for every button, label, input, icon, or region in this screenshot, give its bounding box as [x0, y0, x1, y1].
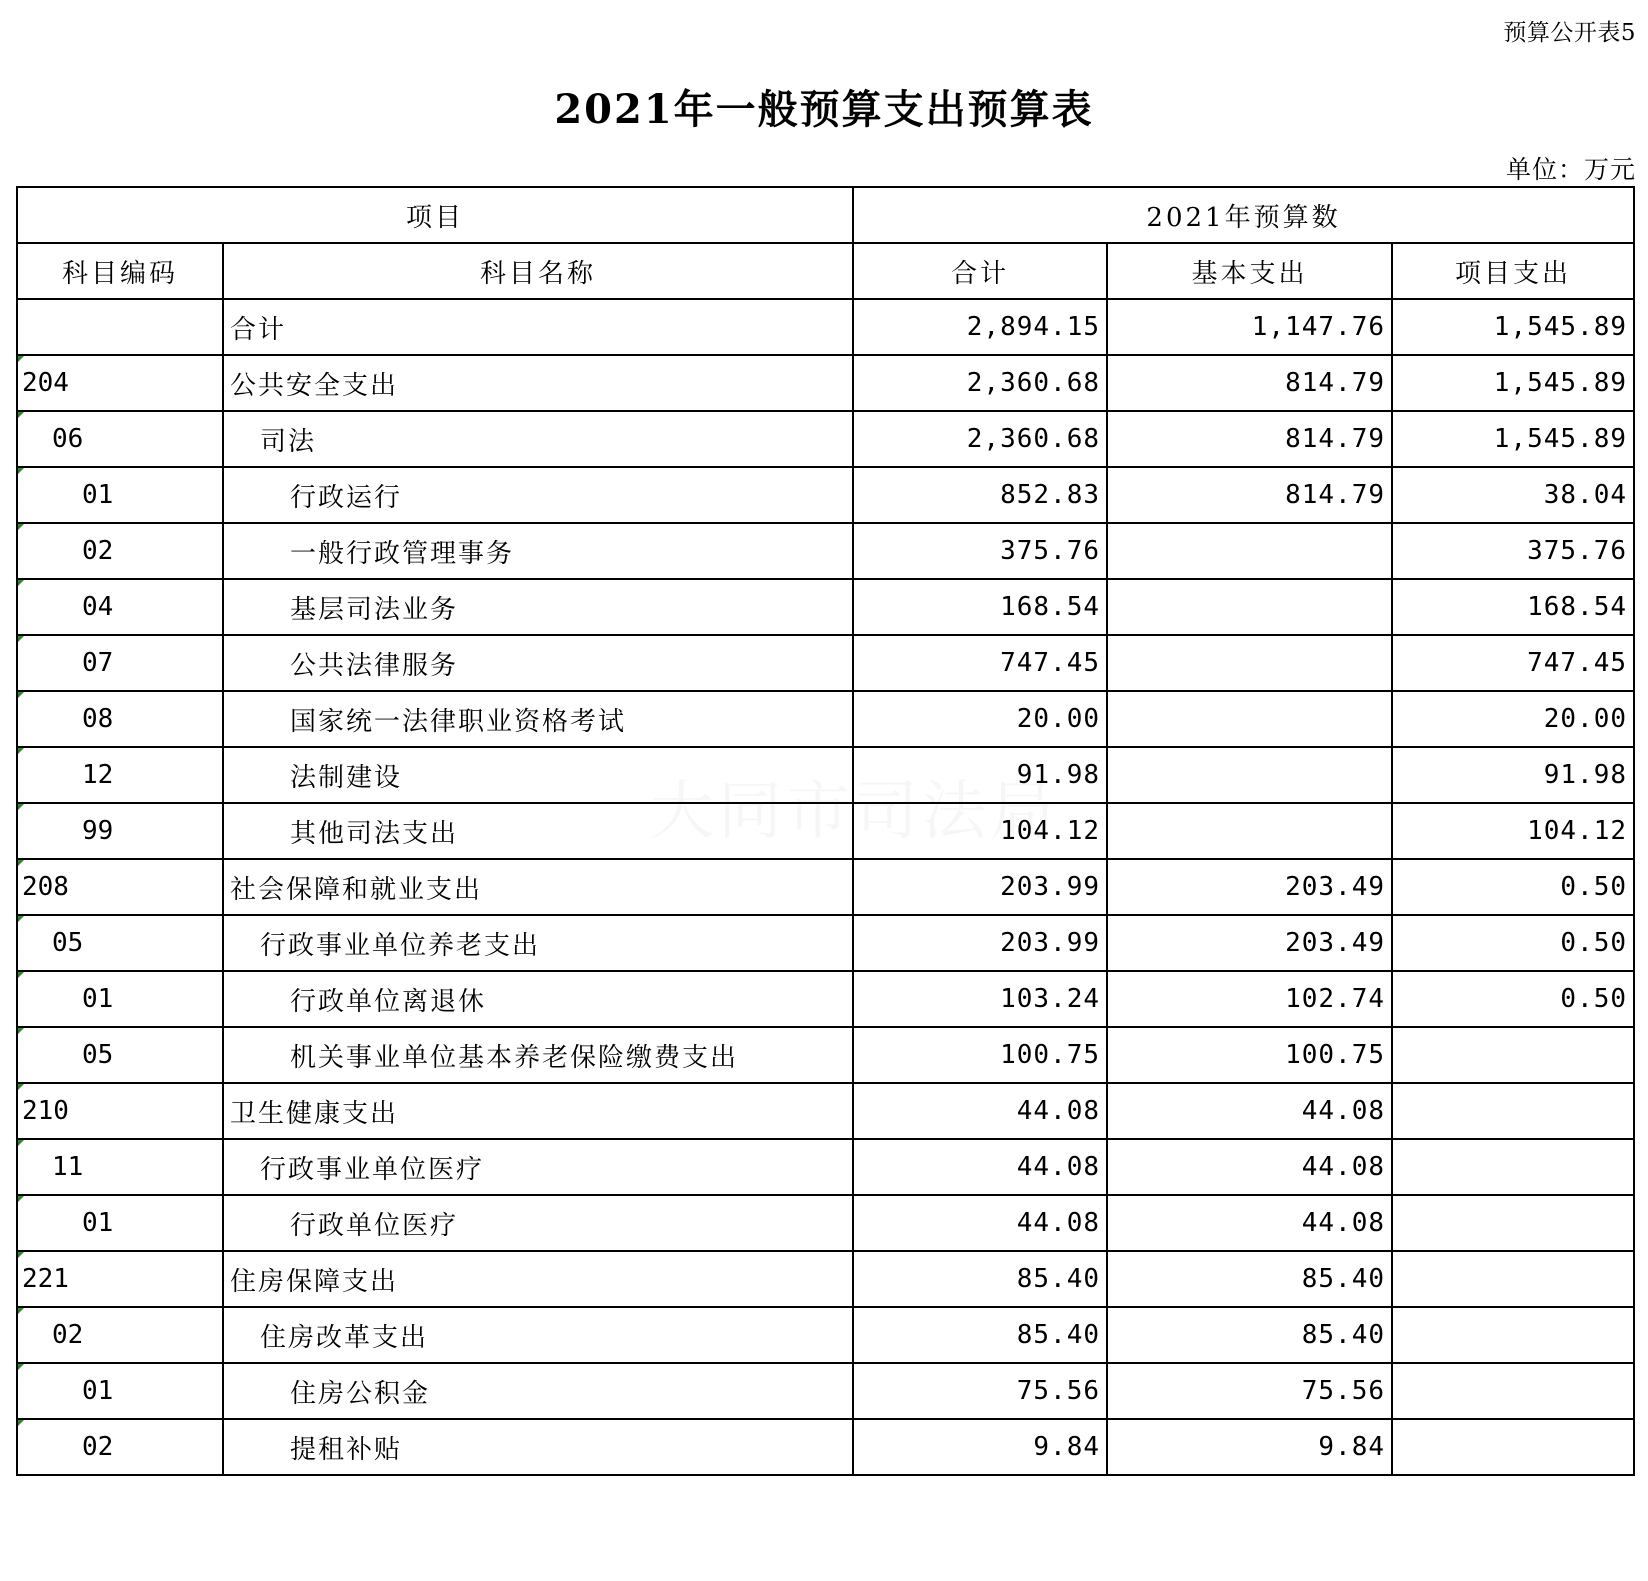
cell-project: 0.50: [1392, 915, 1634, 971]
cell-comment-marker-icon: [18, 1364, 24, 1370]
cell-code-text: 01: [82, 480, 114, 510]
table-row: [17, 1027, 1634, 1083]
cell-code-text: 204: [22, 368, 69, 398]
cell-comment-marker-icon: [18, 692, 24, 698]
column-header-code: 科目编码: [17, 243, 223, 299]
cell-project: [1392, 1139, 1634, 1195]
cell-basic: 85.40: [1107, 1251, 1392, 1307]
cell-name: 住房公积金: [223, 1363, 853, 1419]
cell-comment-marker-icon: [18, 1084, 24, 1090]
cell-basic: 85.40: [1107, 1307, 1392, 1363]
cell-comment-marker-icon: [18, 804, 24, 810]
cell-code: [17, 411, 223, 467]
group-header-budget: 2021年预算数: [853, 187, 1634, 243]
cell-total: 20.00: [853, 691, 1107, 747]
cell-name: 公共法律服务: [223, 635, 853, 691]
table-row: [17, 747, 1634, 803]
cell-code-text: 208: [22, 872, 69, 902]
cell-project: [1392, 1083, 1634, 1139]
column-header-basic: 基本支出: [1107, 243, 1392, 299]
cell-basic: [1107, 579, 1392, 635]
cell-total: 103.24: [853, 971, 1107, 1027]
cell-code-text: 01: [82, 1376, 114, 1406]
cell-total: 2,894.15: [853, 299, 1107, 355]
cell-code: [17, 915, 223, 971]
cell-code-text: 08: [82, 704, 114, 734]
table-row: [17, 299, 1634, 355]
cell-basic: 203.49: [1107, 859, 1392, 915]
cell-total: 104.12: [853, 803, 1107, 859]
cell-project: 38.04: [1392, 467, 1634, 523]
group-header-item: 项目: [17, 187, 853, 243]
cell-total: 85.40: [853, 1251, 1107, 1307]
cell-name: 法制建设: [223, 747, 853, 803]
cell-name: 司法: [223, 411, 853, 467]
cell-comment-marker-icon: [18, 860, 24, 866]
cell-total: 9.84: [853, 1419, 1107, 1475]
cell-code-text: 12: [82, 760, 114, 790]
cell-comment-marker-icon: [18, 1252, 24, 1258]
cell-name: 住房改革支出: [223, 1307, 853, 1363]
cell-name: 合计: [223, 299, 853, 355]
cell-name: 国家统一法律职业资格考试: [223, 691, 853, 747]
cell-code-text: 210: [22, 1096, 69, 1126]
table-row: [17, 579, 1634, 635]
cell-basic: [1107, 635, 1392, 691]
table-row: [17, 1307, 1634, 1363]
page-title: 2021年一般预算支出预算表: [554, 86, 1094, 133]
cell-code-text: 221: [22, 1264, 69, 1294]
cell-total: 203.99: [853, 859, 1107, 915]
cell-basic: 102.74: [1107, 971, 1392, 1027]
cell-project: [1392, 1251, 1634, 1307]
cell-name: 社会保障和就业支出: [223, 859, 853, 915]
cell-code-text: 02: [82, 536, 114, 566]
cell-project: 747.45: [1392, 635, 1634, 691]
cell-code: [17, 467, 223, 523]
cell-name: 卫生健康支出: [223, 1083, 853, 1139]
cell-name: 行政单位医疗: [223, 1195, 853, 1251]
cell-name: 行政事业单位养老支出: [223, 915, 853, 971]
cell-basic: 44.08: [1107, 1139, 1392, 1195]
cell-code-text: 04: [82, 592, 114, 622]
cell-total: 203.99: [853, 915, 1107, 971]
cell-name: 行政运行: [223, 467, 853, 523]
table-row: [17, 635, 1634, 691]
table-row: [17, 803, 1634, 859]
table-row: [17, 1083, 1634, 1139]
cell-comment-marker-icon: [18, 1028, 24, 1034]
table-row: [17, 691, 1634, 747]
cell-project: [1392, 1363, 1634, 1419]
cell-code-text: 05: [52, 928, 84, 958]
table-row: [17, 1139, 1634, 1195]
cell-project: 91.98: [1392, 747, 1634, 803]
cell-code-text: 01: [82, 984, 114, 1014]
column-header-row: [17, 243, 1634, 299]
cell-code: [17, 299, 223, 355]
cell-basic: [1107, 803, 1392, 859]
cell-basic: 44.08: [1107, 1195, 1392, 1251]
cell-project: [1392, 1027, 1634, 1083]
cell-comment-marker-icon: [18, 356, 24, 362]
cell-project: 20.00: [1392, 691, 1634, 747]
cell-comment-marker-icon: [18, 524, 24, 530]
cell-total: 75.56: [853, 1363, 1107, 1419]
cell-name: 基层司法业务: [223, 579, 853, 635]
cell-code: [17, 1419, 223, 1475]
cell-total: 2,360.68: [853, 355, 1107, 411]
cell-basic: 1,147.76: [1107, 299, 1392, 355]
cell-basic: 100.75: [1107, 1027, 1392, 1083]
cell-code: [17, 1195, 223, 1251]
cell-project: 0.50: [1392, 859, 1634, 915]
cell-project: 1,545.89: [1392, 299, 1634, 355]
table-row: [17, 1195, 1634, 1251]
cell-code-text: 01: [82, 1208, 114, 1238]
cell-basic: 814.79: [1107, 411, 1392, 467]
cell-code: [17, 1251, 223, 1307]
cell-total: 168.54: [853, 579, 1107, 635]
table-row: [17, 859, 1634, 915]
cell-code-text: 11: [52, 1152, 84, 1182]
cell-total: 375.76: [853, 523, 1107, 579]
cell-code-text: 06: [52, 424, 84, 454]
cell-code: [17, 1027, 223, 1083]
cell-basic: 44.08: [1107, 1083, 1392, 1139]
cell-project: 1,545.89: [1392, 355, 1634, 411]
cell-code-text: 07: [82, 648, 114, 678]
table-row: [17, 1363, 1634, 1419]
cell-total: 44.08: [853, 1139, 1107, 1195]
cell-name: 提租补贴: [223, 1419, 853, 1475]
cell-name: 行政事业单位医疗: [223, 1139, 853, 1195]
cell-project: 1,545.89: [1392, 411, 1634, 467]
cell-basic: 814.79: [1107, 355, 1392, 411]
cell-name: 机关事业单位基本养老保险缴费支出: [223, 1027, 853, 1083]
table-row: [17, 1251, 1634, 1307]
cell-total: 91.98: [853, 747, 1107, 803]
table-row: [17, 971, 1634, 1027]
group-header-row: [17, 187, 1634, 243]
budget-table: [16, 186, 1635, 1476]
cell-comment-marker-icon: [18, 636, 24, 642]
cell-total: 2,360.68: [853, 411, 1107, 467]
cell-basic: [1107, 523, 1392, 579]
cell-code: [17, 1139, 223, 1195]
cell-comment-marker-icon: [18, 412, 24, 418]
cell-basic: [1107, 747, 1392, 803]
table-number-note: 预算公开表5: [1503, 20, 1636, 46]
cell-project: [1392, 1419, 1634, 1475]
cell-code: [17, 355, 223, 411]
cell-code: [17, 635, 223, 691]
cell-name: 一般行政管理事务: [223, 523, 853, 579]
cell-code: [17, 747, 223, 803]
cell-code: [17, 579, 223, 635]
cell-code: [17, 1307, 223, 1363]
cell-basic: 203.49: [1107, 915, 1392, 971]
column-header-total: 合计: [853, 243, 1107, 299]
cell-basic: [1107, 691, 1392, 747]
cell-basic: 814.79: [1107, 467, 1392, 523]
cell-name: 住房保障支出: [223, 1251, 853, 1307]
cell-name: 行政单位离退休: [223, 971, 853, 1027]
cell-total: 747.45: [853, 635, 1107, 691]
cell-project: 168.54: [1392, 579, 1634, 635]
cell-total: 44.08: [853, 1083, 1107, 1139]
cell-project: [1392, 1307, 1634, 1363]
column-header-name: 科目名称: [223, 243, 853, 299]
cell-project: 375.76: [1392, 523, 1634, 579]
cell-code-text: 99: [82, 816, 114, 846]
cell-code: [17, 523, 223, 579]
cell-code: [17, 691, 223, 747]
cell-project: [1392, 1195, 1634, 1251]
table-row: [17, 467, 1634, 523]
cell-total: 100.75: [853, 1027, 1107, 1083]
cell-project: 104.12: [1392, 803, 1634, 859]
cell-comment-marker-icon: [18, 1420, 24, 1426]
cell-code: [17, 803, 223, 859]
cell-comment-marker-icon: [18, 468, 24, 474]
cell-comment-marker-icon: [18, 1196, 24, 1202]
table-row: [17, 915, 1634, 971]
cell-basic: 75.56: [1107, 1363, 1392, 1419]
cell-name: 公共安全支出: [223, 355, 853, 411]
cell-name: 其他司法支出: [223, 803, 853, 859]
cell-code-text: 02: [82, 1432, 114, 1462]
cell-basic: 9.84: [1107, 1419, 1392, 1475]
cell-comment-marker-icon: [18, 916, 24, 922]
cell-comment-marker-icon: [18, 1308, 24, 1314]
cell-code: [17, 859, 223, 915]
cell-comment-marker-icon: [18, 1140, 24, 1146]
cell-code: [17, 971, 223, 1027]
cell-code-text: 05: [82, 1040, 114, 1070]
table-body: [17, 299, 1634, 1475]
cell-comment-marker-icon: [18, 580, 24, 586]
cell-code: [17, 1363, 223, 1419]
table-row: [17, 411, 1634, 467]
table-row: [17, 523, 1634, 579]
cell-total: 85.40: [853, 1307, 1107, 1363]
table-row: [17, 1419, 1634, 1475]
cell-code: [17, 1083, 223, 1139]
cell-comment-marker-icon: [18, 972, 24, 978]
cell-total: 44.08: [853, 1195, 1107, 1251]
cell-project: 0.50: [1392, 971, 1634, 1027]
unit-label: 单位：万元: [1505, 155, 1636, 184]
cell-code-text: 02: [52, 1320, 84, 1350]
cell-total: 852.83: [853, 467, 1107, 523]
column-header-project: 项目支出: [1392, 243, 1634, 299]
table-row: [17, 355, 1634, 411]
cell-comment-marker-icon: [18, 748, 24, 754]
